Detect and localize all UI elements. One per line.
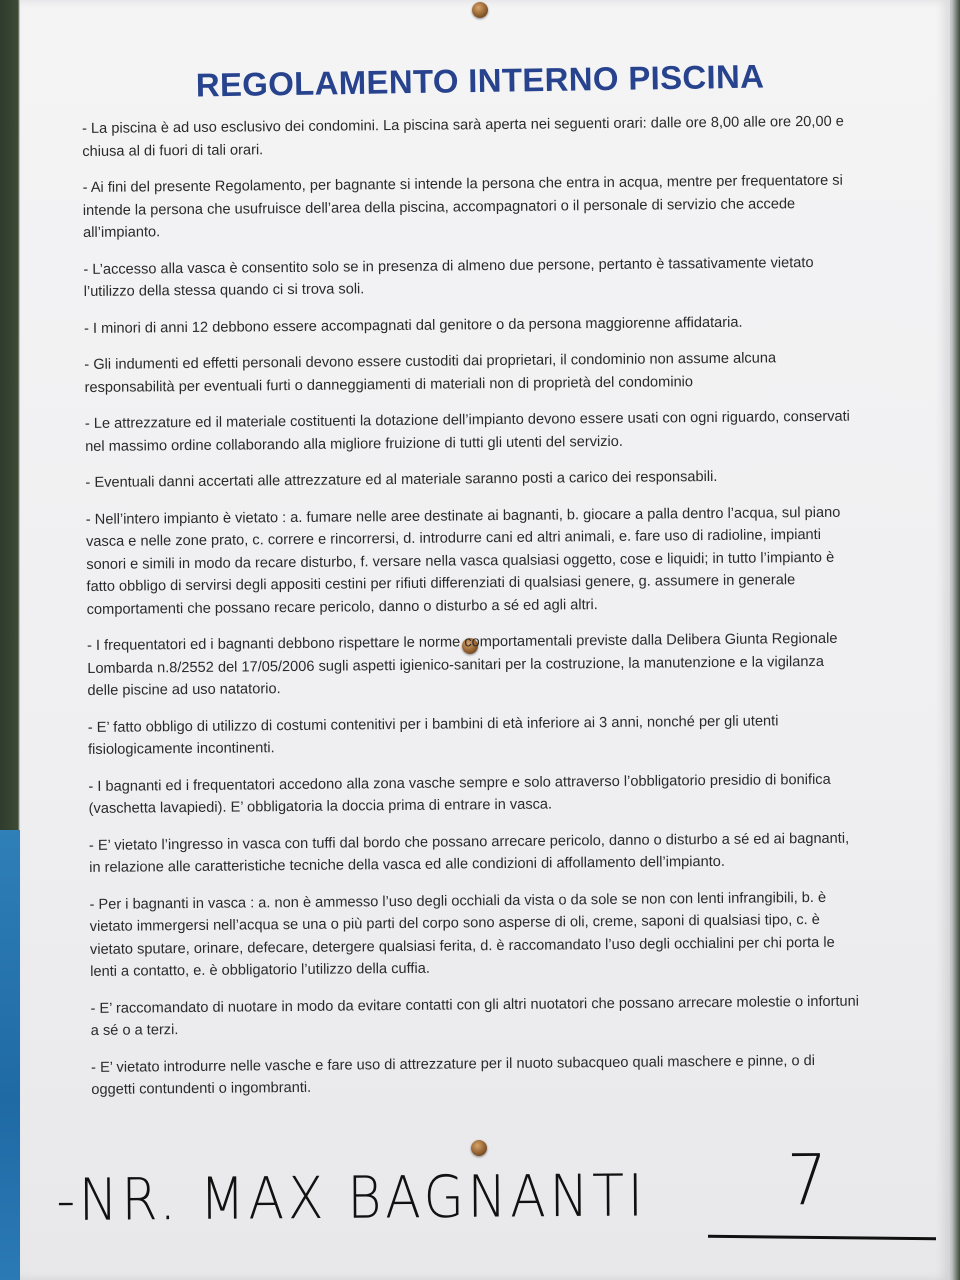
rule-7: - Eventuali danni accertati alle attrezzature ed al materiale saranno posti a carico dei responsabili. bbox=[85, 468, 718, 491]
rule-1: - La piscina è ad uso esclusivo dei condomini. La piscina sarà aperta nei seguenti orari: dalle ore 8,00 alle ore 20,00 e chiusa al di fuori di tali orari. bbox=[82, 113, 844, 160]
rule-13: - Per i bagnanti in vasca : a. non è ammesso l’uso degli occhiali da vista o da sole se non con lenti infrangibili, b. è vietato immergersi nell’acqua se una o più parti del corpo sono asperse di oli, creme, saponi di qualsiasi tipo, c. è vietato sputare, orinare, defecare, detergere qualsiasi ferita, d. è raccomandato l’uso degli occhialini per chi porta le lenti a contatto, e. è obbligatorio l’utilizzo della cuffia. bbox=[89, 889, 835, 980]
rule-12: - E’ vietato l’ingresso in vasca con tuffi dal bordo che possano arrecare pericolo, danno o disturbo a sé ed ai bagnanti, in relazione alle caratteristiche tecniche della vasca ed alle condizioni di affollamento dell’impianto. bbox=[88, 830, 850, 876]
rule-15: - E’ vietato introdurre nelle vasche e fare uso di attrezzature per il nuoto subacqueo quali maschere e pinne, o di oggetti contundenti o ingombranti. bbox=[91, 1052, 816, 1098]
rules-list bbox=[82, 111, 862, 1116]
rule-2: - Ai fini del presente Regolamento, per bagnante si intende la persona che entra in acqua, mentre per frequentatore si intende la persona che usufruisce dell’area della piscina, accompagnatori o il personale di servizio che accede all’impianto. bbox=[82, 172, 843, 241]
handwritten-note bbox=[56, 1138, 831, 1260]
rule-10: - E’ fatto obbligo di utilizzo di costumi contenitivi per i bambini di età inferiore ai 3 anni, nonché per gli utenti fisiologicamente incontinenti. bbox=[87, 712, 779, 758]
rule-5: - Gli indumenti ed effetti personali devono essere custoditi dai proprietari, il condominio non assume alcuna responsabilità per eventuali furti o danneggiamenti di materiali non di proprietà del condominio bbox=[84, 350, 777, 396]
screw-top bbox=[472, 2, 488, 18]
rule-11: - I bagnanti ed i frequentatori accedono alla zona vasche sempre e solo attraverso l’obbligatorio presidio di bonifica (vaschetta lavapiedi). E’ obbligatoria la doccia prima di entrare in vasca. bbox=[88, 771, 831, 817]
rule-6: - Le attrezzature ed il materiale costituenti la dotazione dell’impianto devono essere usati con ogni riguardo, conservati nel massimo ordine collaborando alla migliore fruizione di tutti gli utenti del servizio. bbox=[84, 408, 850, 455]
rule-3: - L’accesso alla vasca è consentito solo se in presenza di almeno due persone, pertanto è tassativamente vietato l’utilizzo della stessa quando ci si trova soli. bbox=[83, 254, 814, 300]
pool-edge bbox=[0, 830, 22, 1280]
rule-14: - E’ raccomandato di nuotare in modo da evitare contatti con gli altri nuotatori che possano arrecare molestie o infortuni a sé o a terzi. bbox=[90, 993, 860, 1039]
max-bathers-label: -NR. MAX BAGNANTI bbox=[56, 1161, 647, 1234]
rule-4: - I minori di anni 12 debbono essere accompagnati dal genitore o da persona maggiorenne affidataria. bbox=[83, 314, 743, 337]
rule-9: - I frequentatori ed i bagnanti debbono rispettare le norme comportamentali previste dalla Delibera Giunta Regionale Lombarda n.8/2552 del 17/05/2006 sugli aspetti igienico-sanitari per la costruzione, la manutenzione e la vigilanza delle piscine ad uso natatorio. bbox=[86, 630, 838, 699]
rule-8: - Nell’intero impianto è vietato : a. fumare nelle aree destinate ai bagnanti, b. giocare a palla dentro l’acqua, sul piano vasca e nelle zone prato, c. correre e rincorrersi, d. introdurre cani ed altri animali, e. fare uso di radioline, impianti sonori e simili in modo da recare disturbo, f. versare nella vasca qualsiasi oggetto, cose e liquidi; in tutto l’impianto è fatto obbligo di servirsi degli appositi cestini per rifiuti differenziati di qualsiasi genere, g. assumere in generale comportamenti che possano recare pericolo, danno o disturbo a sé ed agli altri. bbox=[85, 504, 841, 618]
page-title: REGOLAMENTO INTERNO PISCINA bbox=[195, 57, 765, 104]
max-bathers-number: 7 bbox=[786, 1138, 831, 1222]
